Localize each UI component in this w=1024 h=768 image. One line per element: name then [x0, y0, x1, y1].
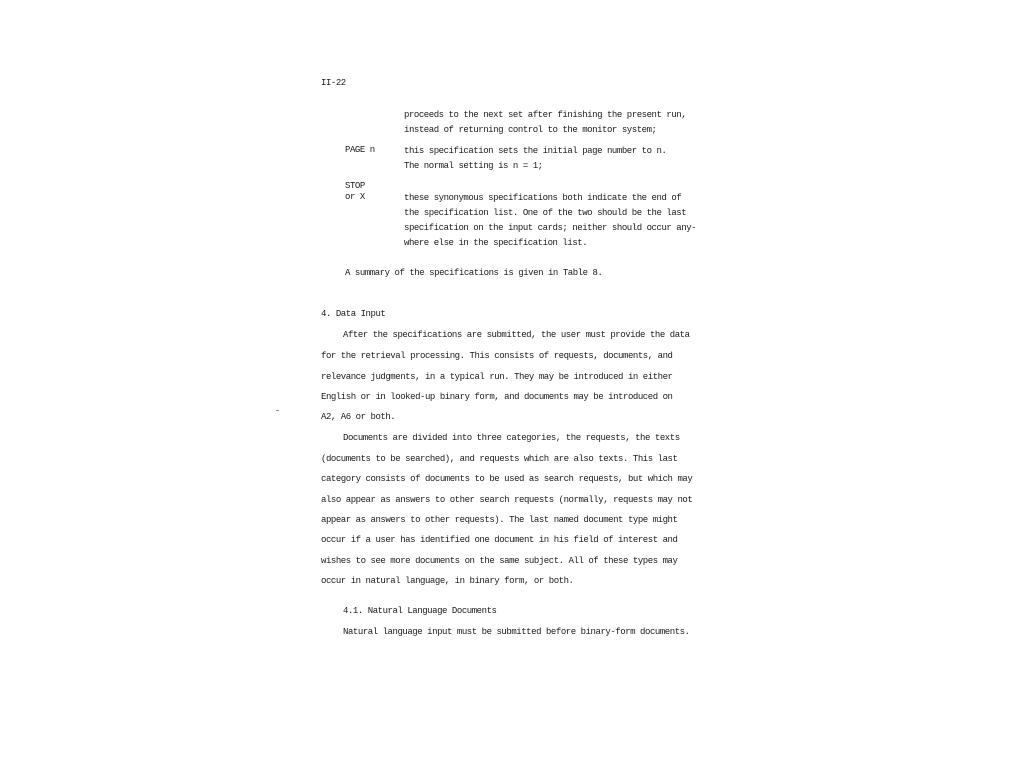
paragraph-line: Documents are divided into three categories, the requests, the texts	[343, 433, 680, 443]
paragraph-line: for the retrieval processing. This consists of requests, documents, and	[321, 351, 673, 361]
spec-definition-line: The normal setting is n = 1;	[404, 161, 543, 171]
summary-sentence: A summary of the specifications is given in Table 8.	[345, 268, 603, 278]
continuation-line: proceeds to the next set after finishing the present run,	[404, 110, 687, 120]
paragraph-line: appear as answers to other requests). The last named document type might	[321, 515, 678, 525]
spec-term-page: PAGE n	[345, 145, 375, 155]
paragraph-line: wishes to see more documents on the same subject. All of these types may	[321, 556, 678, 566]
paragraph-line: After the specifications are submitted, the user must provide the data	[343, 330, 690, 340]
paragraph-line: relevance judgments, in a typical run. They may be introduced in either	[321, 372, 673, 382]
paragraph-line: also appear as answers to other search requests (normally, requests may not	[321, 495, 693, 505]
continuation-line: instead of returning control to the monitor system;	[404, 125, 657, 135]
spec-definition-line: this specification sets the initial page number to n.	[404, 146, 667, 156]
paragraph-line: occur if a user has identified one document in his field of interest and	[321, 535, 678, 545]
subsection-heading: 4.1. Natural Language Documents	[343, 606, 497, 616]
spec-definition-line: specification on the input cards; neither should occur any-	[404, 223, 697, 233]
paragraph-line: category consists of documents to be used as search requests, but which may	[321, 474, 693, 484]
section-heading: 4. Data Input	[321, 309, 386, 319]
paragraph-line: occur in natural language, in binary form, or both.	[321, 576, 574, 586]
paragraph-line: A2, A6 or both.	[321, 412, 396, 422]
spec-term-or-x: or X	[345, 192, 365, 202]
spec-term-stop: STOP	[345, 181, 365, 191]
paragraph-line: English or in looked-up binary form, and documents may be introduced on	[321, 392, 673, 402]
spec-definition-line: the specification list. One of the two should be the last	[404, 208, 687, 218]
spec-definition-line: where else in the specification list.	[404, 238, 588, 248]
spec-definition-line: these synonymous specifications both indicate the end of	[404, 193, 682, 203]
paragraph-line: Natural language input must be submitted before binary-form documents.	[343, 627, 690, 637]
margin-mark	[276, 410, 279, 411]
paragraph-line: (documents to be searched), and requests which are also texts. This last	[321, 454, 678, 464]
page-number: II-22	[321, 78, 346, 88]
